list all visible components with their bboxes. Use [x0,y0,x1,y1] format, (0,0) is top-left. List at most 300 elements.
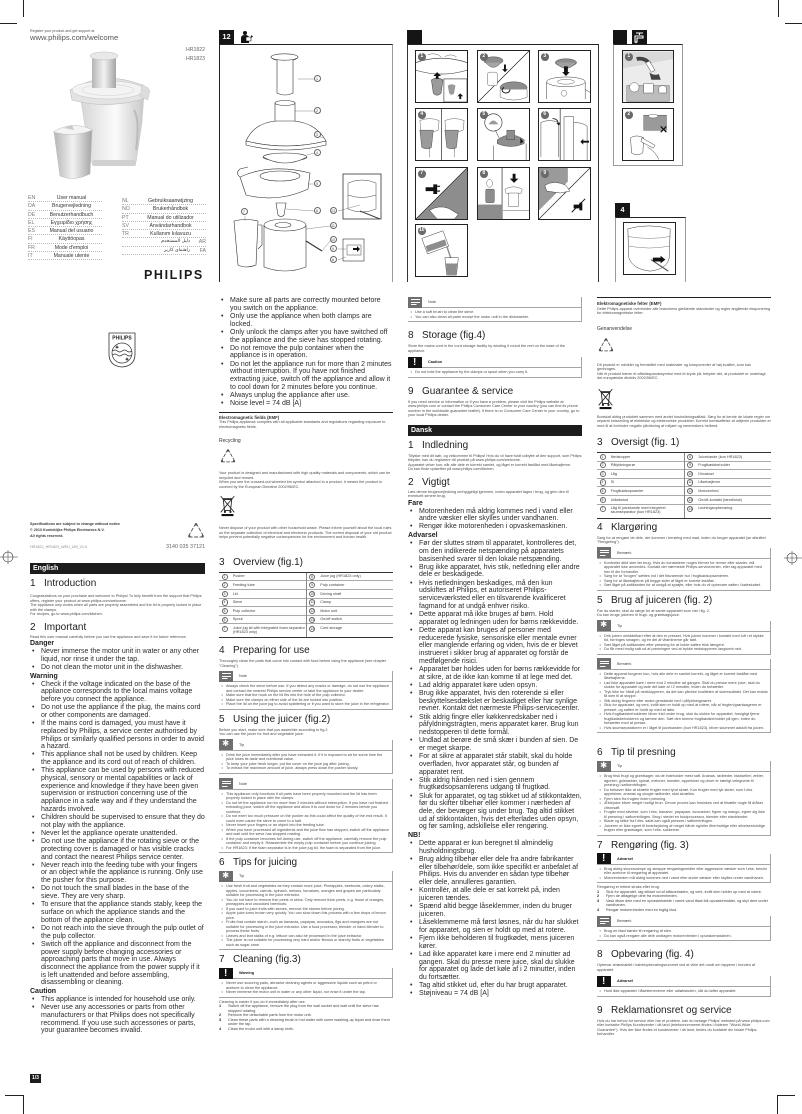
language-label: Brukerhåndbok [152,206,189,213]
bullet-item: • This appliance can be used by persons with reduced physical, sensory or mental capabilities or lack of experience and knowledge if they have been given supervision or instruction concerning use of the appliance in a safe way and if they understand the hazards involved. [30,767,205,813]
bullet-item: • This appliance shall not be used by children. Keep the appliance and its cord out of reach of children. [30,751,205,766]
bullet-item: • If the pulp container becomes full during use, switch off the appliance, carefully remove the pulp container and empty it. Reassemble the empty pulp container before you continue juicing. [219,837,390,846]
step-number: 4 [597,907,600,912]
bullet-item: • Brug aldrig tilbehør eller dele fra andre fabrikanter eller tilbehør/dele, som ikke specifikt er anbefalet af Philips. Hvis du anvender en sådan type tilbehør eller dele, annulleres garantien. [408,856,582,887]
storage-image [623,222,676,275]
bullet-item: • Dette apparat må ikke bruges af børn. Hold apparatet og ledningen uden for børns rækkevidde. [408,611,582,626]
parts-row [219,599,306,608]
part-label: Motorenhed [698,488,719,493]
heading-number: 1 [408,439,414,451]
crop-mark-bottom-right-h [777,1095,795,1096]
heading-brug [597,595,771,607]
bullet-item: • Do not exert too much pressure on the pusher as this could affect the quality of the end result. It could even cause the sieve to come to a halt. [219,814,390,823]
note-box-header [219,779,392,790]
bullet-item: • Hvis netledningen beskadiges, må den kun udskiftes af Philips, et autoriseret Philips-serviceværksted eller en tilsvarende kvalificeret fagmand for at undgå enhver risiko. [408,580,582,611]
bullet-item: • Do not touch the small blades in the base of the sieve. They are very sharp. [30,885,205,900]
numbered-step [219,1018,393,1027]
preparing-text: Thoroughly clean the parts that come into contact with food before using the appliance (see chapter "Cleaning"). [219,659,387,668]
emf-section [597,297,771,316]
language-label: User manual [56,195,87,201]
model-number: HR1822 [185,47,205,53]
paragraph: Du kan finde opskrifter på www.philips.com/kitchen. [408,467,495,471]
guarantee-text: If you need service or information or if you have a problem, please visit the Philips website at www.philips.com or contact the Philips Consumer Care Center in your country (you can find its phone number in the worldwide guarantee leaflet). If there is no Consumer Care Center in your country, go to your local Philips dealer. [408,399,580,417]
bullet-item: • Dette apparat kan bruges af personer med reducerede fysiske, sensoriske eller mentale evner eller manglende erfaring og viden, hvis de er blevet instrueret i sikker brug af apparatet og forstår de medfølgende risici. [408,627,582,666]
part-number: 13 [310,617,314,622]
parts-row [219,573,306,582]
numbered-step [219,1027,393,1032]
bullet-item: • To extract the maximum amount of juice, always press down the pusher slowly. [219,766,390,771]
step-number-badge: 5 [480,111,488,119]
heading-oversigt [597,437,771,449]
bullet-item: • Du får mest mulig saft ud af presningen ved at trykke nedstopperen langsomt ned. [597,647,768,652]
step-number-badge: 9 [541,170,549,178]
part-label: Si [610,480,615,485]
recycle-icon [597,337,615,354]
note-icon [597,658,611,669]
tip-box-header [597,621,770,632]
part-label: Pulp collector [232,608,256,613]
paragraph: Når et produkt bærer et affaldsspandssymbol med et kryds på, betyder det, at produktet er underlagt det europæiske direktiv 2002/96/EC. [597,371,766,380]
bullet-item: • Do not remove the pulp container when the appliance is in operation. [219,345,393,360]
parts-row [597,462,684,471]
bullet-item: • Fruits that contain starch, such as bananas, papayas, avocados, figs and mangoes are not suitable for processing in the juice extractor. Use a food processor, blender or hand blender to process these fruits. [219,920,390,934]
note-label: Note [239,674,248,679]
language-row [28,252,102,260]
bullet-item: • Støjniveau = 74 dB [A] [408,990,582,998]
bullet-item: • Motorenheden må aldrig kommes ned i vand eller andre væsker eller skylles under vandhanen. [408,508,582,523]
advarsel-label: Advarsel [408,532,438,540]
caution-label: Advarsel [617,979,634,984]
legal-line: All rights reserved. [30,534,64,538]
parts-row [597,496,684,505]
language-label: Kullanım kılavuzu [150,231,191,238]
recycling-text [597,363,771,381]
bullet-item: • Never insert your fingers or an object into the feeding tube. [219,823,390,828]
heading-title: Oversigt (fig. 1) [611,437,680,448]
part-label: Nedstopper [610,454,631,459]
step-text: Vask disse dele med en opvaskebørste i varmt vand tilsat lidt opvaskemiddel, og skyl dem under vandhanen. [606,898,769,908]
tip-label: Tip [617,764,623,769]
danger-label: Danger [30,640,55,647]
register-text: Register your product and get support at [30,29,95,33]
step-number: 1 [597,889,600,894]
heading-number: 5 [597,594,603,606]
part-number: 11 [310,600,314,605]
parts-row [307,624,394,637]
bullet-item: • Låseklemmerne må først løsnes, når du har slukket for apparatet, og sien er holdt op med at rotere. [408,919,582,934]
bullet-item: • Only use the appliance when both clamps are locked. [219,313,393,328]
crop-mark-bottom-left-h [5,1095,23,1096]
indledning-text [408,454,582,472]
parts-row [307,616,394,625]
heading-title: Overview (fig.1) [233,556,304,568]
step-text: Clean these parts with a cleaning brush in hot water with some washing-up liquid and rinse them under the tap. [228,1017,390,1027]
part-number: 1 [600,454,606,460]
heading-number: 2 [408,476,414,488]
part-label: Frugtkødsbeholder [698,463,731,468]
language-label: Mode d'emploi [54,244,89,251]
bullet-item: • Kontroller altid sien før brug. Hvis du konstaterer nogen former for revner eller skader, må apparatet ikke anvendes. Kontakt det nærmeste Philips-servicecenter, eller tag apparatet med hen til din forhandler. [597,561,768,575]
heading-number: 4 [219,645,225,657]
parts-table [219,572,393,639]
bullet-item: • Do not clean the motor unit in the dishwasher. [30,664,205,672]
language-code: IT [28,253,33,260]
language-row [122,214,206,222]
figure-4-tab: 4 [615,203,630,217]
part-number: 6 [222,617,228,623]
part-number: 8 [309,574,315,580]
part-number: 13 [688,497,692,502]
nb-list [408,840,582,998]
part-label: Låsebøjlerne [698,480,721,485]
note-label: Note [239,781,248,786]
part-number: 10 [310,591,314,596]
step-number: 2 [219,1013,222,1018]
parts-row [597,470,684,479]
bullet-item: • You do not have to remove thin peels or skins. Only remove thick peels, e.g. those of oranges, pineapples and uncooked beetroots. [219,898,390,907]
language-label: Användarhandbok [149,222,192,229]
crop-mark-bottom-right-v [777,1095,778,1114]
part-label: Juice jug lid with integrated foam separator (HR1823 only) [232,625,305,635]
step-number-badge: 8 [480,170,488,178]
heading-using [219,714,393,726]
heading-opbevaring [597,949,771,961]
callout-5: 5 [314,180,321,187]
heading-number: 7 [219,954,225,966]
legal-line: © 2013 Koninklijke Philips Electronics N.V. [30,528,105,532]
warning-label: Warning [30,672,58,680]
language-label: دليل المستخدم [161,239,190,245]
bullet-item: • Leaves and leaf stalks of e.g. lettuce can also be processed in the juice extractor. [219,934,390,939]
caution-list [30,996,205,1035]
bullet-item: • Only unlock the clamps after you have switched off the appliance and the sieve has stopped rotating. [219,329,393,344]
numbered-step [597,908,771,913]
bullet-item: • Du behøver ikke at skrælle frugter med tynd skræl. Kun frugter med tyk skræl, som f.eks. appelsiner, ananas og ukogte rødbeder, skal skrælles. [597,788,768,797]
register-url: www.philips.com/welcome [30,33,119,42]
heading-title: Cleaning (fig.3) [233,954,301,966]
part-label: Pulp container [320,583,345,588]
step-number: 2 [597,894,600,899]
step-number-badge: 1 [625,53,633,61]
step-number-badge: 7 [418,170,426,178]
bullet-item: • For at sikre at apparatet står stabilt, skal du holde overfladen, hvor apparatet står, og bunden af apparatet rent. [408,753,582,776]
parts-row [685,496,772,505]
heading-number: 4 [597,521,603,533]
recycling-text [219,471,393,489]
parts-row [597,453,684,462]
tip-box-header [219,740,392,751]
language-label: Gebruiksaanwijzing [148,198,193,204]
bullet-item: • Make sure all parts are correctly mounted before you switch on the appliance. [219,297,393,312]
parts-column-right [684,453,772,518]
cord-storage-illustration [624,223,675,274]
note-box-header [597,548,770,559]
note-box [408,297,582,322]
bullet-item: • Never let the appliance operate unattended. [30,830,205,838]
caution-icon [219,968,233,979]
heading-cleaning [219,954,393,966]
note-icon [219,778,233,789]
heading-title: Reklamationsret og service [611,1004,732,1016]
tip-box [219,871,393,950]
paragraph: You can use the juicer for fruit and vegetable juice. [219,732,304,737]
note-box [597,548,771,591]
heading-title: Indledning [422,439,469,451]
step-number-badge: 1 [418,53,426,61]
parts-column-right [306,573,394,638]
note-box [219,779,393,854]
bullet-item: • Hold ikke apparatet i låseklemmerne eller udløbstuden, når du løfter apparatet. [597,989,768,994]
heading-title: Important [44,621,87,633]
callout-3: 3 [314,131,321,138]
bullet-item: • Sørg for at "krogen" sættes ind i det tilsvarende hul i frugtkødsopsamleren. [597,574,768,579]
language-label: Manual do utilizador [147,214,194,221]
language-row [28,219,102,227]
parts-row [219,581,306,590]
heading-reklamationsret [597,1005,771,1017]
using-text [219,728,393,737]
part-label: Driving shaft [320,591,342,596]
bullet-item: • Blade og stilke fra f.eks. salat kan også presses i saftcentrifugen. [597,819,768,824]
tip-box-header [219,871,392,882]
part-label: Clamp [320,600,332,605]
language-row [122,222,206,230]
opbevaring-text: Opbevar strømkablet i kabelopbevaringsrummet ved at vikle det rundt om tappene i bunden af apparatet. [597,963,756,972]
step-text: Fjern de aftagelige dele fra motorenheden. [606,894,678,899]
step-number-badge: 3 [541,53,549,61]
bullet-item: • Make sure the clamps on either side of the lid are locked into position. [219,698,390,703]
bullet-item: • Never reach into the feeding tube with your fingers or an object while the appliance is running. Only use the pusher for this purpose. [30,862,205,885]
language-label: راهنمای کاربر [163,247,190,253]
part-number: 10 [688,471,692,476]
language-code: PT [122,214,129,221]
bullet-item: • Tryk ikke for hårdt på nedstopperen, da det kan påvirke kvaliteten af slutresultatet. Det kan endda få sien til at stoppe. [597,690,768,699]
note-label: Bemærk [617,919,632,924]
heading-number: 5 [219,713,225,725]
bullet-item: • Sluk for apparatet, og tag stikket ud af stikkontakten, før du skifter tilbehør eller kommer i nærheden af dele, der bevæger sig under brug. Tag altid stikket ud af stikkontakten, hvis det efterlades uden opsyn, og før samling, adskillelse eller rengøring. [408,793,582,832]
language-label: Brugervejledning [52,203,91,210]
paragraph: When you see the crossed-out wheeled bin symbol attached to a product, it means the product is covered by the European Directive 2002/96/EC. [219,480,382,489]
caution-label: Caution [428,360,443,364]
language-code: DE [28,211,36,218]
part-label: Pusher [232,574,245,579]
part-label: Ledningsopbevaring [698,506,733,511]
bullet-item: • Do not hold the appliance by the clamps or spout when you carry it. [408,370,579,375]
part-number: 7 [222,626,228,632]
disposal-text: Never dispose of your product with other household waste. Please inform yourself about the local rules on the separate collection of electrical and electronic products. The correct disposal of your old product helps prevent potentially negative consequences for the environment and human health. [219,526,392,540]
step-text: Rengør motorenheden med en fugtig klud. [606,907,678,912]
note-box [219,671,393,710]
registration-mark-left-icon [0,549,18,565]
parts-row [685,487,772,496]
heading-title: Preparing for use [233,645,310,657]
heading-number: 7 [597,839,603,851]
part-label: Feeding tube [232,583,255,588]
part-number: 9 [309,582,315,588]
fare-label: Fare [408,499,423,507]
bullet-item: • Lad aldrig apparatet køre uden opsyn. [408,682,582,690]
bullet-item: • This appliance only functions if all parts have been properly mounted and the lid has been properly locked in place with the clamps. [219,792,390,801]
bullet-item: • Children should be supervised to ensure that they do not play with the appliance. [30,814,205,829]
bullet-item: • Fjern sten fra frugten inden presning. [597,797,768,802]
heading-title: Tips for juicing [233,857,298,869]
tip-list [219,751,392,773]
weee-bin-icon [219,494,236,517]
tip-list [597,632,770,654]
document-code: HR1822_HR1823_WEU_UM_V1.0 [30,545,88,549]
part-number: 3 [600,471,606,477]
caution-box-header [408,357,581,368]
step-number: 3 [597,898,600,903]
caution-list-continued [219,297,393,408]
bullet-item: • Du kan også rengøre alle dele undtagen motorenheden i opvaskemaskinen. [597,934,768,939]
step-number-badge: 4 [418,111,426,119]
heading-vigtigt [408,477,582,489]
crop-mark-top-left-v [23,0,24,17]
parts-row [307,581,394,590]
language-code: FR [28,244,35,251]
bullet-item: • Brug aldrig skuresvampe og skrappe rengøringsmidler eller aggressive væsker som f.eks. benzin eller acetone til rengøring af apparatet. [597,867,768,876]
parts-row [685,479,772,488]
heading-number: 3 [219,556,225,568]
callout-6: 6 [314,207,321,214]
bullet-item: • To keep your juice fresh longer, put the cover on the juice jug after juicing. [219,762,390,767]
emf-section [219,412,393,430]
language-row [122,205,206,213]
language-section-bar-dansk: Dansk [408,425,582,436]
language-label: Εγχειρίδιο χρήσης [50,219,93,226]
paragraph: Dit produkt er udviklet og fremstillet med materialer og komponenter af høj kvalitet, som kan genbruges. [597,362,752,371]
exploded-parts-diagram [220,45,394,283]
note-list [597,927,770,940]
step-image-6 [538,108,591,161]
bullet-item: • Hvis frugtkødsbeholderen bliver fuld under brug, skal du slukke for apparatet, forsigtigt fjerne frugtkødsbeholderen og tømme den. Sæt den tomme frugtkødsbeholder på igen, inden du fortsætter med at presse. [597,712,768,726]
caution-box-header [597,976,770,987]
part-label: Udløbstud [610,497,628,502]
paragraph: The appliance only works when all parts are properly assembled and the lid is properly locked in place with the clamps. [30,603,202,612]
tip-list [219,882,392,949]
bullet-item: • Check if the voltage indicated on the base of the appliance corresponds to the local mains voltage before you connect the appliance. [30,681,205,704]
parts-row [597,479,684,488]
column-dansk-2 [597,297,771,1063]
tip-box-header [597,761,770,772]
step-image-1 [415,50,468,103]
part-label: On/off switch [320,617,343,622]
note-box [597,659,771,734]
language-label: Benutzerhandbuch [49,211,94,218]
legal-notice [30,521,170,539]
paragraph: Your product is designed and manufactured with high quality materials and components, which can be recycled and reused. [219,471,391,480]
bullet-item: • Always unplug the appliance after use. [219,392,393,400]
column-3 [408,297,582,1063]
bullet-item: • Place the lid on the juice jug to avoid splattering or if you want to store the juice in the refrigerator. [219,702,390,707]
tip-box [219,740,393,774]
language-label: Manuale utente [53,253,90,260]
crop-mark-top-right-h [785,23,802,24]
heading-title: Klargøring [611,521,658,533]
callout-11: 11 [331,223,335,228]
part-label: Juice jug (HR1823 only) [320,574,361,579]
danger-list [30,648,205,672]
language-code: DA [28,203,36,210]
parts-row [685,470,772,479]
brug-text [597,609,771,618]
emf-text: Dette Philips-apparat overholder alle branchens gældende standarder og regler angående eksponering for elektromagnetiske felter. [597,306,771,315]
step-image-5 [477,108,530,161]
paragraph: Før du starter, skal du sørge for at samle apparatet som vist i fig. 2. [597,608,710,613]
heading-title: Brug af juiceren (fig. 2) [611,594,713,606]
part-number: 9 [687,462,693,468]
bullet-item: • Noise level = 74 dB [A] [219,400,393,408]
heading-title: Tip til presning [611,747,676,759]
step-image-9 [538,167,591,220]
part-label: Låg [610,471,618,476]
bullet-item: • Drik juicen umiddelbart efter at den er presset. Hvis juicen kommer i kontakt med luft i et stykke tid, forringes smagen, og en del af vitaminerne går tabt. [597,634,768,643]
callout-7: 7 [241,208,248,215]
bullet-item: • For HR1823: if the foam separator is in the juice jug lid, the foam is separated from the juice. [219,846,390,851]
bullet-item: • Drink the juice immediately after you have extracted it. If it is exposed to air for some time the juice loses its taste and nutritional value. [219,753,390,762]
model-number: HR1823 [185,55,205,62]
language-row [28,202,102,210]
part-number: 12 [688,489,692,494]
warning-list [219,979,392,997]
step-number-badge: 6 [541,111,549,119]
step-number: 3 [219,1017,222,1022]
parts-row [219,590,306,599]
warning-box-header [219,968,392,979]
heading-rengoring [597,840,771,852]
introduction-text [30,594,205,617]
note-box-header [597,916,770,927]
step-number-badge: 2 [480,53,488,61]
note-box-header [408,297,581,308]
language-code: SV [122,222,129,229]
bullet-item: • Stik aldrig hånden ned i sien gennem frugtkødsopsamlerens udgang til frugtkød. [408,777,582,792]
emf-title: Elektromagnetiske felter (EMF) [597,301,662,306]
figure-3-tab [613,30,627,44]
bullet-item: • Kontrollér, at alle dele er sat korrekt på, inden juiceren tændes. [408,887,582,902]
part-number: 4 [600,479,606,485]
part-label: Sieve [232,600,243,605]
note-list [408,308,581,321]
bullet-item: • Frugter med stivelse, som f.eks. bananer, papayaer, avocadoer, figner og mango, egner sig ikke til presning i saftcentrifugen. Brug i stedet en foodprocessor, blender eller stavblender. [597,810,768,819]
part-label: Drivaksel [698,471,714,476]
tip-label: Tip [239,742,245,747]
bullet-item: • Lad ikke apparatet køre i mere end 2 minutter ad gangen. Skal du presse mere juice, skal du slukke for apparatet og lade det køle af i 2 minutter, inden du fortsætter. [408,951,582,982]
bullet-item: • Rengør ikke motorenheden i opvaskemaskinen. [408,523,582,531]
heading-number: 1 [30,578,36,589]
parts-row [685,505,772,518]
column-english-1 [30,563,205,1063]
tip-box [597,621,771,655]
bullet-item: • Undlad at berøre de små skær i bunden af sien. De er meget skarpe. [408,737,582,752]
caution-list [408,368,581,377]
part-number: 6 [600,497,606,503]
note-label: Bemærk [617,661,632,666]
language-row [122,230,206,238]
note-icon [408,297,422,308]
part-number: 2 [600,462,606,468]
numbered-step [219,1004,393,1013]
language-row [28,227,102,235]
language-row [122,197,206,205]
bullet-item: • Dette apparat er kun beregnet til almindelig husholdningsbrug. [408,840,582,855]
callout-13: 13 [331,208,335,213]
caution-icon [597,976,611,987]
figure-2-tab [407,30,422,44]
bullet-item: • To ensure that the appliance stands stably, keep the surface on which the appliance stands and the bottom of the appliance clean. [30,901,205,924]
callout-4: 4 [314,149,321,156]
